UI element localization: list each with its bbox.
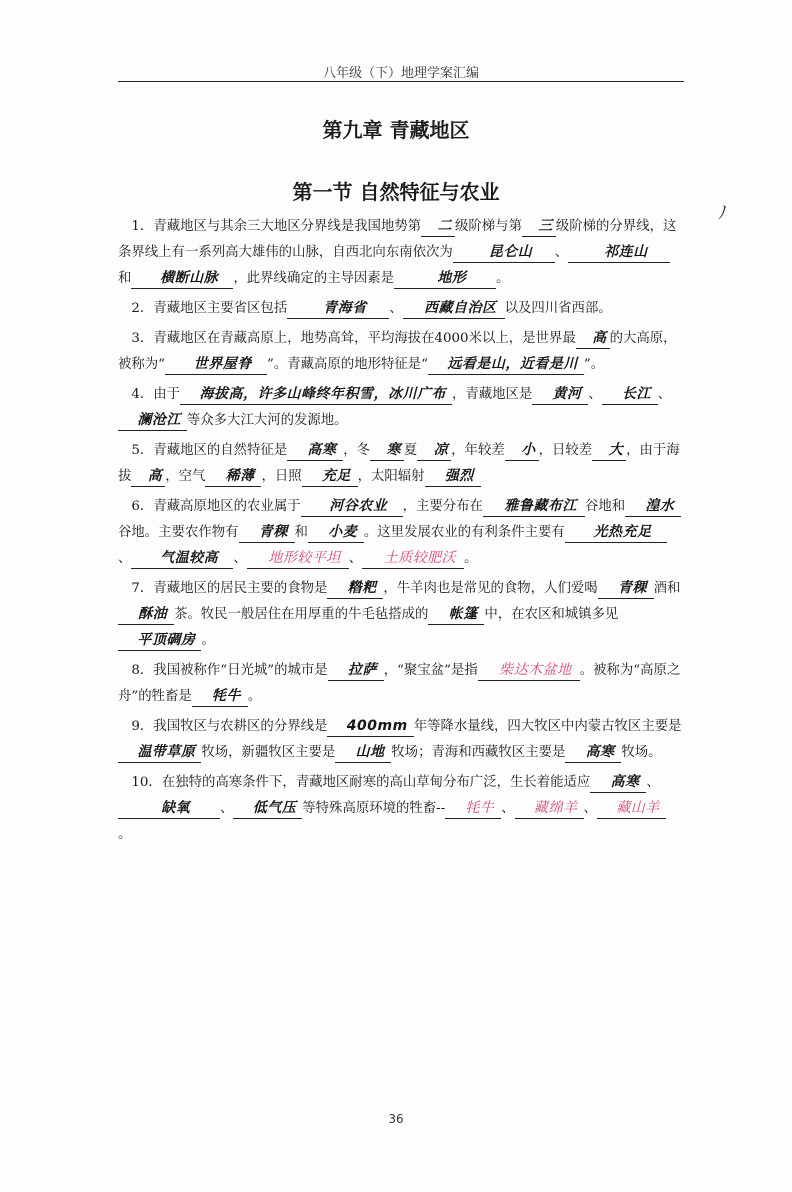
answer-blank: 高寒 bbox=[287, 440, 343, 461]
question-text: 谷地。主要农作物有 bbox=[118, 525, 239, 540]
answer-blank: 长江 bbox=[602, 384, 658, 405]
section-title: 第一节 自然特征与农业 bbox=[292, 180, 500, 204]
question-3 bbox=[118, 326, 684, 378]
question-text: ，太阳辐射 bbox=[357, 469, 425, 484]
answer-blank: 高寒 bbox=[565, 742, 621, 763]
answer-blank: 大 bbox=[592, 440, 626, 461]
questions-body bbox=[118, 214, 684, 848]
question-7 bbox=[118, 576, 684, 654]
question-text: 酒和 bbox=[653, 581, 681, 596]
answer-blank-correction: 地形较平坦 bbox=[247, 548, 349, 569]
answer-blank: 平顶碉房 bbox=[118, 630, 201, 651]
answer-blank: 寒 bbox=[370, 440, 404, 461]
question-text: 牧场。 bbox=[621, 745, 662, 760]
page-number: 36 bbox=[388, 1112, 404, 1126]
chapter-title: 第九章 青藏地区 bbox=[322, 118, 470, 142]
answer-blank: 强烈 bbox=[425, 466, 481, 487]
question-text: 、 bbox=[554, 245, 569, 260]
question-text: 以及四川省西部。 bbox=[504, 301, 612, 316]
answer-blank: 湟水 bbox=[625, 496, 681, 517]
question-text: 、 bbox=[389, 301, 403, 316]
question-text: ，日照 bbox=[261, 469, 302, 484]
question-text: ，牛羊肉也是常见的食物，人们爱喝 bbox=[383, 581, 598, 596]
question-text: ，年较差 bbox=[451, 443, 505, 458]
answer-blank: 青海省 bbox=[287, 298, 389, 319]
question-text: 。 bbox=[201, 633, 215, 648]
answer-blank: 光热充足 bbox=[565, 522, 667, 543]
question-text: 和 bbox=[294, 525, 308, 540]
answer-blank: 拉萨 bbox=[328, 660, 384, 681]
answer-blank-correction: 土质较肥沃 bbox=[362, 548, 464, 569]
question-text: 茶。牧民一般居住在用厚重的牛毛毡搭成的 bbox=[174, 607, 429, 622]
question-text: ，日较差 bbox=[538, 443, 593, 458]
question-text: ，主要分布在 bbox=[402, 499, 483, 514]
question-text: 、 bbox=[501, 801, 515, 816]
question-9 bbox=[118, 714, 684, 766]
question-text: 的大高原，被称为“ bbox=[118, 331, 677, 372]
answer-blank: 温带草原 bbox=[118, 742, 201, 763]
question-text: 、 bbox=[588, 387, 602, 402]
question-text: 。 bbox=[118, 827, 132, 842]
question-text: ，此界线确定的主导因素是 bbox=[233, 271, 395, 286]
answer-blank: 澜沧江 bbox=[118, 410, 187, 431]
question-1 bbox=[118, 214, 684, 292]
answer-blank: 充足 bbox=[302, 466, 358, 487]
question-text: 等特殊高原环境的牲畜-- bbox=[302, 801, 446, 816]
question-text: 8．我国被称作“日光城”的城市是 bbox=[131, 663, 328, 678]
question-text: 等众多大江大河的发源地。 bbox=[186, 413, 348, 428]
answer-blank: 酥油 bbox=[118, 604, 174, 625]
answer-blank: 青稞 bbox=[598, 578, 654, 599]
answer-blank: 缺氧 bbox=[118, 798, 220, 819]
question-text: 4．由于 bbox=[131, 387, 181, 402]
question-text: 、 bbox=[646, 775, 660, 790]
question-text: 1．青藏地区与其余三大地区分界线是我国地势第 bbox=[131, 219, 422, 234]
question-4 bbox=[118, 382, 684, 434]
question-text: 、 bbox=[657, 387, 672, 402]
question-text: 7．青藏地区的居民主要的食物是 bbox=[131, 581, 328, 596]
question-text: 、 bbox=[583, 801, 597, 816]
answer-blank: 横断山脉 bbox=[131, 268, 233, 289]
question-text: 中，在农区和城镇多见 bbox=[484, 607, 619, 622]
answer-blank: 凉 bbox=[417, 440, 451, 461]
question-2 bbox=[118, 296, 684, 322]
question-text: 级阶梯的分界线，这条界线上有一系列高大雄伟的山脉，自西北向东南依次为 bbox=[118, 219, 677, 260]
question-8 bbox=[118, 658, 684, 710]
answer-blank: 低气压 bbox=[233, 798, 302, 819]
question-text: 、 bbox=[233, 551, 247, 566]
question-text: ，冬 bbox=[343, 443, 370, 458]
question-text: ，“聚宝盆”是指 bbox=[383, 663, 478, 678]
answer-blank-correction: 藏绵羊 bbox=[515, 798, 584, 819]
question-text: 牧场；青海和西藏牧区主要是 bbox=[391, 745, 566, 760]
answer-blank: 河谷农业 bbox=[301, 496, 403, 517]
question-text: ，由于海拔 bbox=[118, 443, 680, 484]
question-text: ”。青藏高原的地形特征是“ bbox=[267, 357, 429, 372]
answer-blank: 小 bbox=[505, 440, 539, 461]
running-header: 八年级（下）地理学案汇编 bbox=[322, 66, 479, 81]
answer-blank: 400mm bbox=[327, 716, 413, 737]
answer-blank: 地形 bbox=[394, 268, 496, 289]
answer-blank: 稀薄 bbox=[205, 466, 261, 487]
question-text: 、 bbox=[220, 801, 234, 816]
question-text: 年等降水量线，四大牧区中内蒙古牧区主要是 bbox=[413, 719, 682, 734]
answer-blank: 高 bbox=[131, 466, 165, 487]
answer-blank: 世界屋脊 bbox=[165, 354, 267, 375]
answer-blank: 小麦 bbox=[308, 522, 364, 543]
question-text: 3．青藏地区在青藏高原上，地势高耸，平均海拔在4000米以上，是世界最 bbox=[131, 331, 576, 346]
answer-blank: 远看是山，近看是川 bbox=[428, 354, 584, 375]
question-text: 6．青藏高原地区的农业属于 bbox=[131, 499, 301, 514]
question-text: 级阶梯与第 bbox=[455, 219, 522, 234]
answer-blank: 海拔高，许多山峰终年积雪，冰川广布 bbox=[180, 384, 452, 405]
question-text: 和 bbox=[118, 271, 132, 286]
question-5 bbox=[118, 438, 684, 490]
question-text: 2．青藏地区主要省区包括 bbox=[131, 301, 288, 316]
question-10 bbox=[118, 770, 684, 848]
question-text: ，青藏地区是 bbox=[451, 387, 533, 402]
question-6 bbox=[118, 494, 684, 572]
answer-blank: 雅鲁藏布江 bbox=[483, 496, 585, 517]
question-text: 、 bbox=[118, 551, 132, 566]
question-text: 10．在独特的高寒条件下，青藏地区耐寒的高山草甸分布广泛，生长着能适应 bbox=[131, 775, 591, 790]
question-text: 5．青藏地区的自然特征是 bbox=[131, 443, 288, 458]
question-text: 。 bbox=[247, 689, 262, 704]
question-text: 。 bbox=[464, 551, 478, 566]
answer-blank: 糌粑 bbox=[327, 578, 383, 599]
answer-blank: 山地 bbox=[335, 742, 391, 763]
question-text: 。被称为“高原之舟”的牲畜是 bbox=[118, 663, 681, 704]
answer-blank: 二 bbox=[421, 216, 455, 237]
answer-blank: 祁连山 bbox=[568, 242, 670, 263]
pen-mark: ﾉ bbox=[718, 203, 727, 224]
question-text: 谷地和 bbox=[584, 499, 626, 514]
answer-blank: 昆仑山 bbox=[453, 242, 555, 263]
answer-blank: 西藏自治区 bbox=[403, 298, 505, 319]
question-text: 9．我国牧区与农耕区的分界线是 bbox=[131, 719, 328, 734]
header-rule bbox=[118, 81, 684, 82]
answer-blank-correction: 柴达木盆地 bbox=[478, 660, 580, 681]
answer-blank: 黄河 bbox=[532, 384, 588, 405]
question-text: 牧场，新疆牧区主要是 bbox=[201, 745, 336, 760]
answer-blank-correction: 牦牛 bbox=[445, 798, 501, 819]
question-text: 。这里发展农业的有利条件主要有 bbox=[363, 525, 565, 540]
answer-blank: 高寒 bbox=[590, 772, 646, 793]
answer-blank: 青稞 bbox=[239, 522, 295, 543]
answer-blank: 三 bbox=[522, 216, 556, 237]
question-text: 夏 bbox=[403, 443, 418, 458]
answer-blank-correction: 藏山羊 bbox=[597, 798, 666, 819]
answer-blank: 牦牛 bbox=[192, 686, 248, 707]
question-text: ”。 bbox=[583, 357, 605, 372]
answer-blank: 气温较高 bbox=[131, 548, 233, 569]
answer-blank: 帐篷 bbox=[428, 604, 484, 625]
answer-blank: 高 bbox=[576, 328, 610, 349]
question-text: 。 bbox=[496, 271, 510, 286]
question-text: ，空气 bbox=[165, 469, 206, 484]
question-text: 、 bbox=[348, 551, 363, 566]
